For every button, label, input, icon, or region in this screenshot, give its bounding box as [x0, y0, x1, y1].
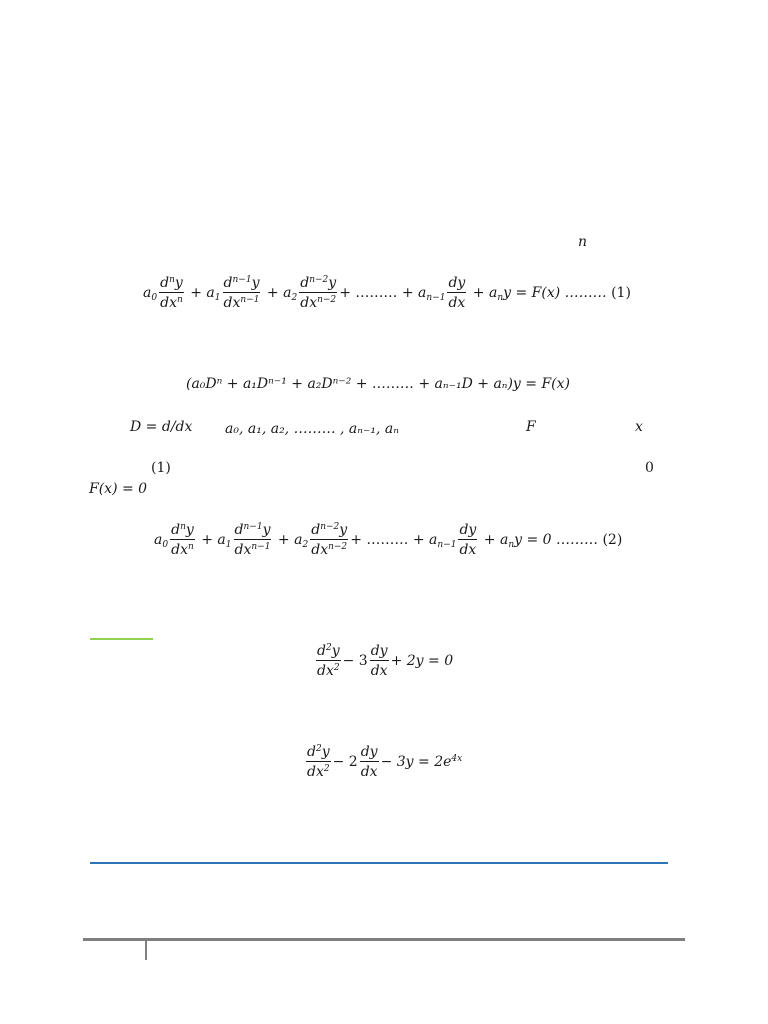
zero-label: 0 — [645, 460, 654, 476]
equation-1: $a_0$ $\frac{d^ny}{dx^n}$ + $a_1$ $\frac{d^{n-1}y}{dx^{n-1}}$ + $a_2$ $\frac{d^{n-2}y}{dx^{n-2}}$ + ……… + $a_{n-1}$ $\frac{dy}{dx}$ + $a_ny = F(x)$ ……… (1) — [143, 275, 631, 311]
d-operator-definition: D = d/dx — [130, 419, 193, 435]
equation-reference: (1) — [151, 460, 171, 476]
example-2-equation: $\frac{d^2y}{dx^2}$ − 2 $\frac{dy}{dx}$ − $3y = 2e^{4x}$ — [307, 744, 463, 780]
example-2-end: − 3y = 2e — [380, 754, 452, 770]
example-2-exponent: 4x — [451, 754, 463, 765]
equation-2: $a_0$ $\frac{d^ny}{dx^n}$ + $a_1$ $\frac{d^{n-1}y}{dx^{n-1}}$ + $a_2$ $\frac{d^{n-2}y}{dx^{n-2}}$ + ……… + $a_{n-1}$ $\frac{dy}{dx}$ + $a_ny = 0$ ……… (2) — [154, 522, 623, 558]
eq2-dots: + ……… + — [350, 532, 425, 548]
order-label: n — [578, 234, 588, 250]
footer-tick — [145, 941, 147, 960]
variable-x-label: x — [635, 419, 643, 435]
function-f-label: F — [526, 419, 536, 435]
eq1-rhs: y = F(x) ……… — [503, 285, 612, 301]
green-divider — [90, 638, 153, 640]
footer-rule — [83, 938, 685, 941]
homogeneous-condition: F(x) = 0 — [89, 481, 148, 497]
eq1-dots: + ……… + — [339, 285, 414, 301]
eq2-rhs: y = 0 ……… — [514, 532, 603, 548]
example-1-equation: $\frac{d^2y}{dx^2}$ − 3 $\frac{dy}{dx}$ + 2y = 0 — [317, 643, 454, 679]
blue-divider — [90, 862, 668, 864]
coefficient-list: a₀, a₁, a₂, ……… , aₙ₋₁, aₙ — [225, 421, 399, 437]
eq2-number: (2) — [602, 532, 623, 548]
example-1-mid: − 3 — [342, 653, 368, 669]
example-1-end: + 2y = 0 — [390, 653, 454, 669]
operator-form-equation: (a₀Dⁿ + a₁Dⁿ⁻¹ + a₂Dⁿ⁻² + ……… + aₙ₋₁D + aₙ)y = F(x) — [186, 376, 570, 392]
eq1-number: (1) — [611, 285, 631, 301]
example-2-mid: − 2 — [332, 754, 358, 770]
